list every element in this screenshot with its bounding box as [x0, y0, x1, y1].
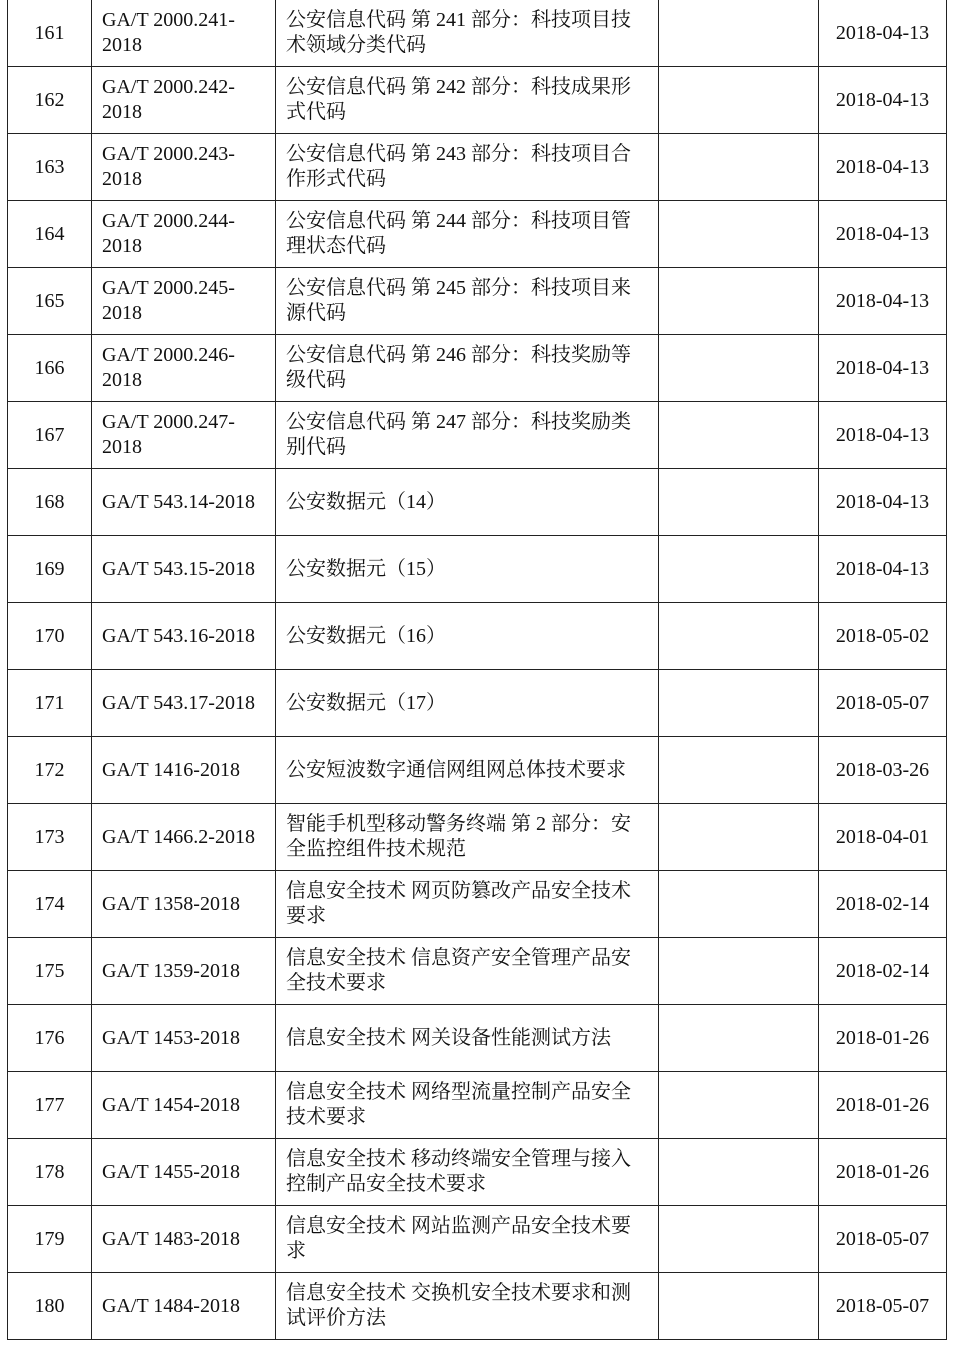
row-number: 176 — [8, 1005, 92, 1072]
row-number: 170 — [8, 603, 92, 670]
row-number: 162 — [8, 67, 92, 134]
row-number: 177 — [8, 1072, 92, 1139]
standard-name: 信息安全技术 网关设备性能测试方法 — [276, 1005, 659, 1072]
standard-code: GA/T 2000.244-2018 — [92, 201, 276, 268]
table-row — [8, 469, 947, 536]
publish-date: 2018-03-26 — [819, 737, 947, 804]
standard-code: GA/T 1453-2018 — [92, 1005, 276, 1072]
standard-code: GA/T 1454-2018 — [92, 1072, 276, 1139]
standard-name: 信息安全技术 网站监测产品安全技术要求 — [276, 1206, 659, 1273]
row-number: 175 — [8, 938, 92, 1005]
standard-name: 公安信息代码 第 244 部分：科技项目管理状态代码 — [276, 201, 659, 268]
publish-date: 2018-02-14 — [819, 938, 947, 1005]
standard-code: GA/T 1416-2018 — [92, 737, 276, 804]
standard-code: GA/T 1484-2018 — [92, 1273, 276, 1340]
remark-cell — [659, 737, 819, 804]
table-row — [8, 871, 947, 938]
table-row — [8, 1273, 947, 1340]
standard-code: GA/T 2000.247-2018 — [92, 402, 276, 469]
publish-date: 2018-04-13 — [819, 335, 947, 402]
remark-cell — [659, 201, 819, 268]
standard-code: GA/T 543.15-2018 — [92, 536, 276, 603]
publish-date: 2018-04-13 — [819, 134, 947, 201]
publish-date: 2018-01-26 — [819, 1072, 947, 1139]
standard-name: 公安数据元（14） — [276, 469, 659, 536]
standard-name: 公安信息代码 第 245 部分：科技项目来源代码 — [276, 268, 659, 335]
table-row — [8, 1072, 947, 1139]
standard-code: GA/T 1483-2018 — [92, 1206, 276, 1273]
remark-cell — [659, 469, 819, 536]
publish-date: 2018-04-13 — [819, 469, 947, 536]
remark-cell — [659, 0, 819, 67]
publish-date: 2018-04-13 — [819, 67, 947, 134]
standard-name: 公安数据元（17） — [276, 670, 659, 737]
standard-name: 公安数据元（15） — [276, 536, 659, 603]
publish-date: 2018-04-13 — [819, 0, 947, 67]
publish-date: 2018-05-02 — [819, 603, 947, 670]
standard-code: GA/T 543.14-2018 — [92, 469, 276, 536]
remark-cell — [659, 670, 819, 737]
row-number: 178 — [8, 1139, 92, 1206]
standard-name: 公安信息代码 第 241 部分：科技项目技术领域分类代码 — [276, 0, 659, 67]
table-row — [8, 201, 947, 268]
standard-code: GA/T 2000.245-2018 — [92, 268, 276, 335]
standard-name: 公安信息代码 第 247 部分：科技奖励类别代码 — [276, 402, 659, 469]
standard-name: 公安信息代码 第 243 部分：科技项目合作形式代码 — [276, 134, 659, 201]
remark-cell — [659, 1273, 819, 1340]
standard-name: 公安信息代码 第 246 部分：科技奖励等级代码 — [276, 335, 659, 402]
standard-code: GA/T 1358-2018 — [92, 871, 276, 938]
standard-name: 信息安全技术 网络型流量控制产品安全技术要求 — [276, 1072, 659, 1139]
row-number: 161 — [8, 0, 92, 67]
publish-date: 2018-05-07 — [819, 670, 947, 737]
row-number: 168 — [8, 469, 92, 536]
table-row — [8, 603, 947, 670]
row-number: 174 — [8, 871, 92, 938]
publish-date: 2018-04-13 — [819, 201, 947, 268]
remark-cell — [659, 1005, 819, 1072]
standard-name: 信息安全技术 信息资产安全管理产品安全技术要求 — [276, 938, 659, 1005]
standard-name: 智能手机型移动警务终端 第 2 部分：安全监控组件技术规范 — [276, 804, 659, 871]
publish-date: 2018-04-13 — [819, 268, 947, 335]
publish-date: 2018-01-26 — [819, 1005, 947, 1072]
row-number: 163 — [8, 134, 92, 201]
table-row — [8, 536, 947, 603]
table-row — [8, 1005, 947, 1072]
remark-cell — [659, 938, 819, 1005]
table-row — [8, 0, 947, 67]
standard-name: 信息安全技术 交换机安全技术要求和测试评价方法 — [276, 1273, 659, 1340]
remark-cell — [659, 804, 819, 871]
standard-code: GA/T 2000.242-2018 — [92, 67, 276, 134]
standard-name: 公安数据元（16） — [276, 603, 659, 670]
publish-date: 2018-05-07 — [819, 1206, 947, 1273]
table-row — [8, 670, 947, 737]
table-row — [8, 335, 947, 402]
standard-code: GA/T 2000.243-2018 — [92, 134, 276, 201]
standard-name: 公安短波数字通信网组网总体技术要求 — [276, 737, 659, 804]
standard-code: GA/T 1359-2018 — [92, 938, 276, 1005]
table-row — [8, 134, 947, 201]
table-row — [8, 67, 947, 134]
table-row — [8, 1206, 947, 1273]
remark-cell — [659, 268, 819, 335]
row-number: 179 — [8, 1206, 92, 1273]
remark-cell — [659, 134, 819, 201]
row-number: 165 — [8, 268, 92, 335]
standard-name: 信息安全技术 网页防篡改产品安全技术要求 — [276, 871, 659, 938]
remark-cell — [659, 871, 819, 938]
remark-cell — [659, 1139, 819, 1206]
remark-cell — [659, 1206, 819, 1273]
remark-cell — [659, 1072, 819, 1139]
remark-cell — [659, 536, 819, 603]
row-number: 172 — [8, 737, 92, 804]
row-number: 180 — [8, 1273, 92, 1340]
standards-table-body — [8, 0, 947, 1340]
standard-code: GA/T 2000.241-2018 — [92, 0, 276, 67]
row-number: 171 — [8, 670, 92, 737]
remark-cell — [659, 603, 819, 670]
standard-code: GA/T 2000.246-2018 — [92, 335, 276, 402]
remark-cell — [659, 67, 819, 134]
table-row — [8, 402, 947, 469]
standard-code: GA/T 543.17-2018 — [92, 670, 276, 737]
table-row — [8, 938, 947, 1005]
row-number: 164 — [8, 201, 92, 268]
publish-date: 2018-05-07 — [819, 1273, 947, 1340]
publish-date: 2018-04-01 — [819, 804, 947, 871]
publish-date: 2018-04-13 — [819, 402, 947, 469]
row-number: 173 — [8, 804, 92, 871]
remark-cell — [659, 402, 819, 469]
standards-table — [7, 0, 947, 1340]
standard-name: 公安信息代码 第 242 部分：科技成果形式代码 — [276, 67, 659, 134]
publish-date: 2018-04-13 — [819, 536, 947, 603]
standard-code: GA/T 1466.2-2018 — [92, 804, 276, 871]
row-number: 166 — [8, 335, 92, 402]
standard-name: 信息安全技术 移动终端安全管理与接入控制产品安全技术要求 — [276, 1139, 659, 1206]
table-row — [8, 1139, 947, 1206]
publish-date: 2018-02-14 — [819, 871, 947, 938]
table-row — [8, 268, 947, 335]
remark-cell — [659, 335, 819, 402]
standard-code: GA/T 543.16-2018 — [92, 603, 276, 670]
standard-code: GA/T 1455-2018 — [92, 1139, 276, 1206]
table-row — [8, 804, 947, 871]
publish-date: 2018-01-26 — [819, 1139, 947, 1206]
table-row — [8, 737, 947, 804]
row-number: 167 — [8, 402, 92, 469]
row-number: 169 — [8, 536, 92, 603]
